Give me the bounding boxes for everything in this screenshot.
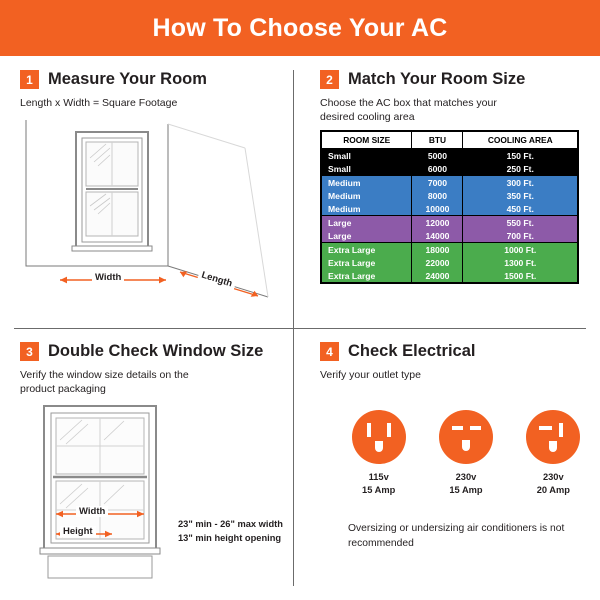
cell-room-size: Medium <box>322 176 412 190</box>
outlet-types <box>348 410 584 496</box>
cell-btu: 10000 <box>412 202 463 216</box>
step-4-title: Check Electrical <box>348 342 476 360</box>
cell-room-size: Small <box>322 162 412 176</box>
ac-size-table <box>321 131 578 283</box>
cell-btu: 12000 <box>412 216 463 230</box>
table-row <box>322 202 578 216</box>
window-height-label: Height <box>60 526 96 537</box>
table-row <box>322 216 578 230</box>
outlet-2-amps: 15 Amp <box>449 484 483 495</box>
step-2-subtitle: Choose the AC box that matches your desired cooling area <box>320 97 497 124</box>
cell-area: 350 Ft. <box>463 189 578 202</box>
panel-match-your-room-size <box>300 56 600 328</box>
step-3-header <box>20 342 284 361</box>
step-3-title: Double Check Window Size <box>48 342 264 360</box>
step-3-number: 3 <box>20 342 39 361</box>
window-size-note <box>178 518 283 546</box>
step-1-number: 1 <box>20 70 39 89</box>
outlet-option-3 <box>523 410 584 496</box>
step-1-subtitle: Length x Width = Square Footage <box>20 97 178 109</box>
cell-btu: 24000 <box>412 269 463 283</box>
window-size-illustration <box>20 400 284 585</box>
outlet-1-volts: 115v <box>368 472 389 483</box>
steps-grid <box>0 56 600 600</box>
table-row <box>322 243 578 257</box>
step-4-number: 4 <box>320 342 339 361</box>
outlet-2-caption <box>435 471 496 496</box>
cell-area: 1300 Ft. <box>463 256 578 269</box>
outlet-3-amps: 20 Amp <box>536 484 570 495</box>
cell-btu: 5000 <box>412 149 463 163</box>
width-label: Width <box>92 272 124 283</box>
room-corner-svg <box>20 114 292 299</box>
cell-area: 700 Ft. <box>463 229 578 243</box>
cell-room-size: Extra Large <box>322 256 412 269</box>
panel-measure-your-room <box>0 56 300 328</box>
cell-room-size: Small <box>322 149 412 163</box>
cell-btu: 8000 <box>412 189 463 202</box>
cell-btu: 18000 <box>412 243 463 257</box>
cell-room-size: Large <box>322 216 412 230</box>
step-3-subtitle: Verify the window size details on the product packaging <box>20 369 189 396</box>
cell-btu: 7000 <box>412 176 463 190</box>
step-2-header <box>320 70 584 89</box>
length-label: Length <box>197 269 236 291</box>
panel-double-check-window-size <box>0 328 300 600</box>
outlet-1-amps: 15 Amp <box>362 484 396 495</box>
step-4-header <box>320 342 584 361</box>
outlet-option-2 <box>435 410 496 496</box>
window-note-line-1: 23" min - 26" max width <box>178 519 283 530</box>
col-btu: BTU <box>412 132 463 149</box>
outlet-230v-15amp-icon <box>439 410 493 464</box>
cell-room-size: Medium <box>322 189 412 202</box>
outlet-2-volts: 230v <box>455 472 477 483</box>
table-row <box>322 176 578 190</box>
cell-room-size: Medium <box>322 202 412 216</box>
cell-room-size: Extra Large <box>322 243 412 257</box>
outlet-1-caption <box>348 471 409 496</box>
table-row <box>322 269 578 283</box>
table-row <box>322 162 578 176</box>
page-header <box>0 0 600 56</box>
table-row <box>322 149 578 163</box>
col-cooling-area: COOLING AREA <box>463 132 578 149</box>
table-row <box>322 229 578 243</box>
cell-area: 1500 Ft. <box>463 269 578 283</box>
step-4-subtitle: Verify your outlet type <box>320 369 421 381</box>
outlet-115v-15amp-icon <box>352 410 406 464</box>
table-row <box>322 256 578 269</box>
outlet-3-volts: 230v <box>542 472 564 483</box>
cell-area: 150 Ft. <box>463 149 578 163</box>
cell-room-size: Large <box>322 229 412 243</box>
step-1-header <box>20 70 284 89</box>
window-width-label: Width <box>76 506 108 517</box>
ac-size-table-body <box>322 149 578 283</box>
step-2-number: 2 <box>320 70 339 89</box>
cell-btu: 14000 <box>412 229 463 243</box>
cell-area: 250 Ft. <box>463 162 578 176</box>
table-header-row <box>322 132 578 149</box>
table-row <box>322 189 578 202</box>
cell-btu: 22000 <box>412 256 463 269</box>
outlet-230v-20amp-icon <box>526 410 580 464</box>
room-corner-illustration <box>20 114 284 299</box>
window-note-line-2: 13" min height opening <box>178 533 282 544</box>
cell-area: 300 Ft. <box>463 176 578 190</box>
cell-room-size: Extra Large <box>322 269 412 283</box>
outlet-option-1 <box>348 410 409 496</box>
cell-area: 1000 Ft. <box>463 243 578 257</box>
window-size-svg <box>20 400 292 582</box>
page-title: How To Choose Your AC <box>152 13 448 42</box>
step-1-title: Measure Your Room <box>48 70 207 88</box>
panel-check-electrical <box>300 328 600 600</box>
cell-area: 450 Ft. <box>463 202 578 216</box>
outlet-3-caption <box>523 471 584 496</box>
ac-size-table-wrapper <box>320 130 579 284</box>
col-room-size: ROOM SIZE <box>322 132 412 149</box>
cell-area: 550 Ft. <box>463 216 578 230</box>
step-2-title: Match Your Room Size <box>348 70 526 88</box>
electrical-footnote: Oversizing or undersizing air conditioners is not recommended <box>348 523 565 549</box>
cell-btu: 6000 <box>412 162 463 176</box>
